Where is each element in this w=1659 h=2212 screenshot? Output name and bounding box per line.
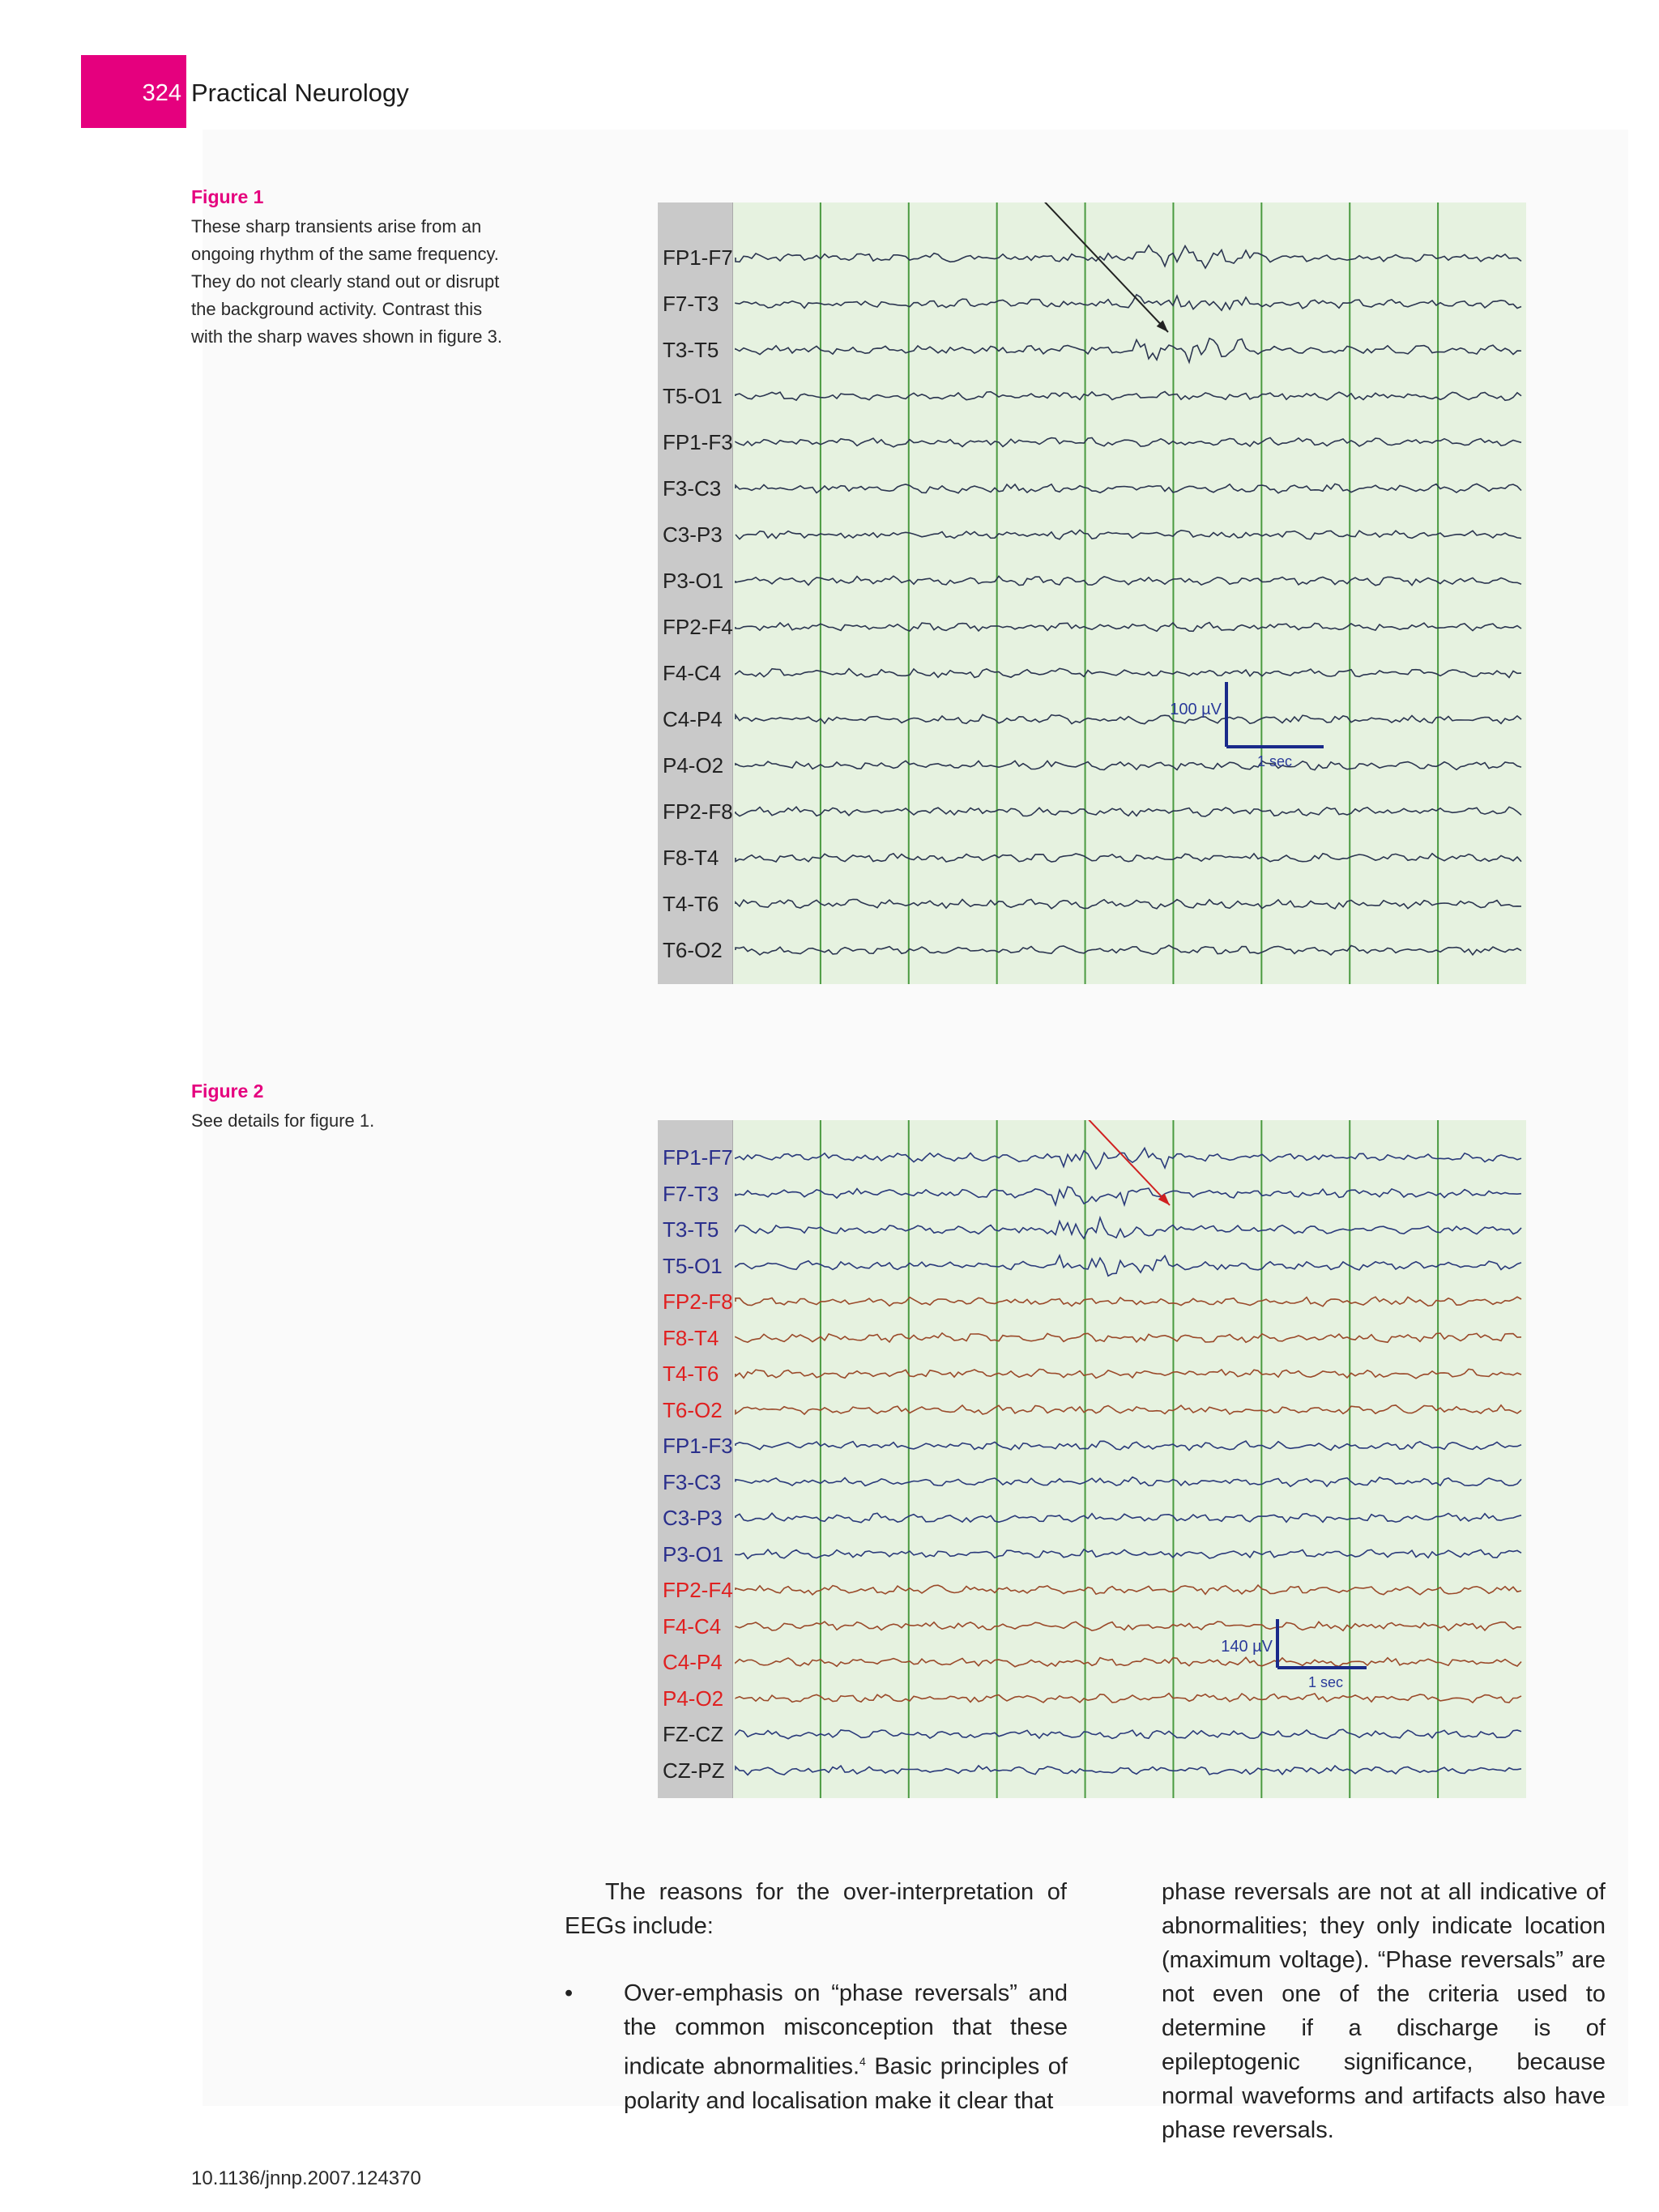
figure1-caption-text [191, 213, 539, 351]
channel-label: F7-T3 [663, 292, 719, 316]
eeg-trace [736, 295, 1521, 310]
bullet-text-continued: Basic principles of polarity and localisation make it clear that [624, 2053, 1068, 2114]
eeg-trace [736, 1729, 1521, 1739]
channel-label: F7-T3 [663, 1181, 719, 1206]
eeg-trace [736, 1148, 1521, 1169]
eeg-trace [736, 1657, 1521, 1667]
channel-label: T4-T6 [663, 892, 719, 916]
channel-label: F8-T4 [663, 846, 719, 870]
eeg-trace [736, 899, 1521, 909]
channel-label: F3-C3 [663, 1469, 722, 1494]
eeg-trace [736, 392, 1521, 401]
channel-label: T5-O1 [663, 384, 723, 408]
bullet-text: Over-emphasis on “phase reversals” and the common misconception that these indicate abnormalities. [624, 1980, 1068, 2080]
channel-label: FZ-CZ [663, 1722, 724, 1746]
time-label: 1 sec [1308, 1674, 1344, 1690]
eeg-trace [736, 1369, 1521, 1379]
eeg-trace [736, 339, 1521, 363]
body-bullet-item [624, 1976, 1068, 2118]
figure1-caption [191, 186, 539, 351]
figure2-eeg-trace [658, 1120, 1526, 1798]
eeg-trace [736, 576, 1521, 586]
channel-label: C4-P4 [663, 707, 723, 731]
time-label: 1 sec [1257, 753, 1293, 769]
caption-line: with the sharp waves shown in figure 3. [191, 326, 502, 347]
eeg-trace [736, 623, 1521, 632]
eeg-trace [736, 1297, 1521, 1306]
channel-label: CZ-PZ [663, 1758, 725, 1783]
channel-label: F4-C4 [663, 1613, 722, 1639]
channel-label: T3-T5 [663, 1217, 719, 1242]
caption-line: the background activity. Contrast this [191, 299, 483, 319]
figure2-caption [191, 1080, 539, 1135]
eeg-trace [736, 1477, 1521, 1487]
channel-label: T6-O2 [663, 1397, 723, 1422]
caption-line: ongoing rhythm of the same frequency. [191, 244, 499, 264]
channel-label: C3-P3 [663, 522, 723, 547]
figure1-eeg-trace [658, 202, 1526, 984]
page-number: 324 [142, 80, 181, 106]
eeg-trace [736, 530, 1521, 539]
channel-label: P4-O2 [663, 753, 724, 778]
doi: 10.1136/jnnp.2007.124370 [191, 2167, 421, 2189]
channel-label: FP2-F8 [663, 799, 733, 824]
channel-label: FP1-F7 [663, 1145, 733, 1170]
caption-line: These sharp transients arise from an [191, 216, 482, 237]
eeg-trace [736, 1513, 1521, 1523]
channel-label: T6-O2 [663, 938, 723, 962]
figure2-traces-svg [658, 1120, 1526, 1798]
journal-title: Practical Neurology [191, 79, 409, 107]
eeg-trace [736, 484, 1521, 492]
figure2-caption-title: Figure 2 [191, 1080, 264, 1102]
channel-label: C4-P4 [663, 1650, 723, 1674]
channel-label: FP2-F4 [663, 1578, 733, 1602]
eeg-trace [736, 1333, 1521, 1342]
amplitude-label: 140 µV [1221, 1638, 1273, 1656]
body-paragraph-right: phase reversals are not at all indicative of abnormalities; they only indicate location (maximum voltage). “Phase reversals” are not even one of the criteria used to determine if a discharge is of epileptogenic significance, because normal waveforms and artifacts also have phase reversals. [1162, 1879, 1606, 2143]
channel-label: P3-O1 [663, 569, 724, 593]
channel-label: P3-O1 [663, 1541, 724, 1566]
citation-ref: 4 [859, 2055, 866, 2068]
channel-label: T5-O1 [663, 1253, 723, 1278]
eeg-trace [736, 1694, 1521, 1703]
channel-label: FP1-F3 [663, 430, 733, 454]
figure1-traces-svg [658, 202, 1526, 984]
caption-line: They do not clearly stand out or disrupt [191, 271, 500, 292]
arrow-annotation [1022, 202, 1168, 332]
eeg-trace [736, 1622, 1521, 1630]
channel-label: F3-C3 [663, 476, 722, 501]
amplitude-label: 100 µV [1170, 701, 1222, 718]
eeg-trace [736, 945, 1521, 955]
figure2-caption-text: See details for figure 1. [191, 1110, 375, 1131]
eeg-trace [736, 1255, 1521, 1276]
channel-label: T3-T5 [663, 338, 719, 362]
channel-label: FP1-F3 [663, 1434, 733, 1458]
eeg-trace [736, 668, 1521, 677]
arrow-annotation [1026, 1120, 1170, 1205]
eeg-trace [736, 1405, 1521, 1414]
eeg-trace [736, 437, 1521, 446]
eeg-trace [736, 1441, 1521, 1451]
figure1-caption-title: Figure 1 [191, 186, 264, 207]
eeg-trace [736, 245, 1521, 268]
calibration-marker [1170, 682, 1324, 769]
eeg-trace [736, 807, 1521, 816]
eeg-trace [736, 714, 1521, 723]
eeg-trace [736, 761, 1521, 769]
eeg-trace [736, 854, 1521, 862]
channel-label: P4-O2 [663, 1686, 724, 1711]
channel-label: FP1-F7 [663, 245, 733, 270]
eeg-trace [736, 1217, 1521, 1238]
eeg-trace [736, 1766, 1521, 1775]
bullet-marker: • [565, 1980, 574, 2006]
calibration-marker [1221, 1619, 1367, 1690]
channel-label: F4-C4 [663, 661, 722, 685]
eeg-trace [736, 1549, 1521, 1558]
eeg-trace [736, 1187, 1521, 1204]
channel-label: FP2-F4 [663, 615, 733, 639]
body-paragraph-intro: The reasons for the over-interpretation of EEGs include: [565, 1879, 1067, 1939]
channel-label: C3-P3 [663, 1506, 723, 1530]
channel-label: T4-T6 [663, 1362, 719, 1386]
eeg-trace [736, 1585, 1521, 1595]
channel-label: FP2-F8 [663, 1289, 733, 1314]
channel-label: F8-T4 [663, 1325, 719, 1350]
